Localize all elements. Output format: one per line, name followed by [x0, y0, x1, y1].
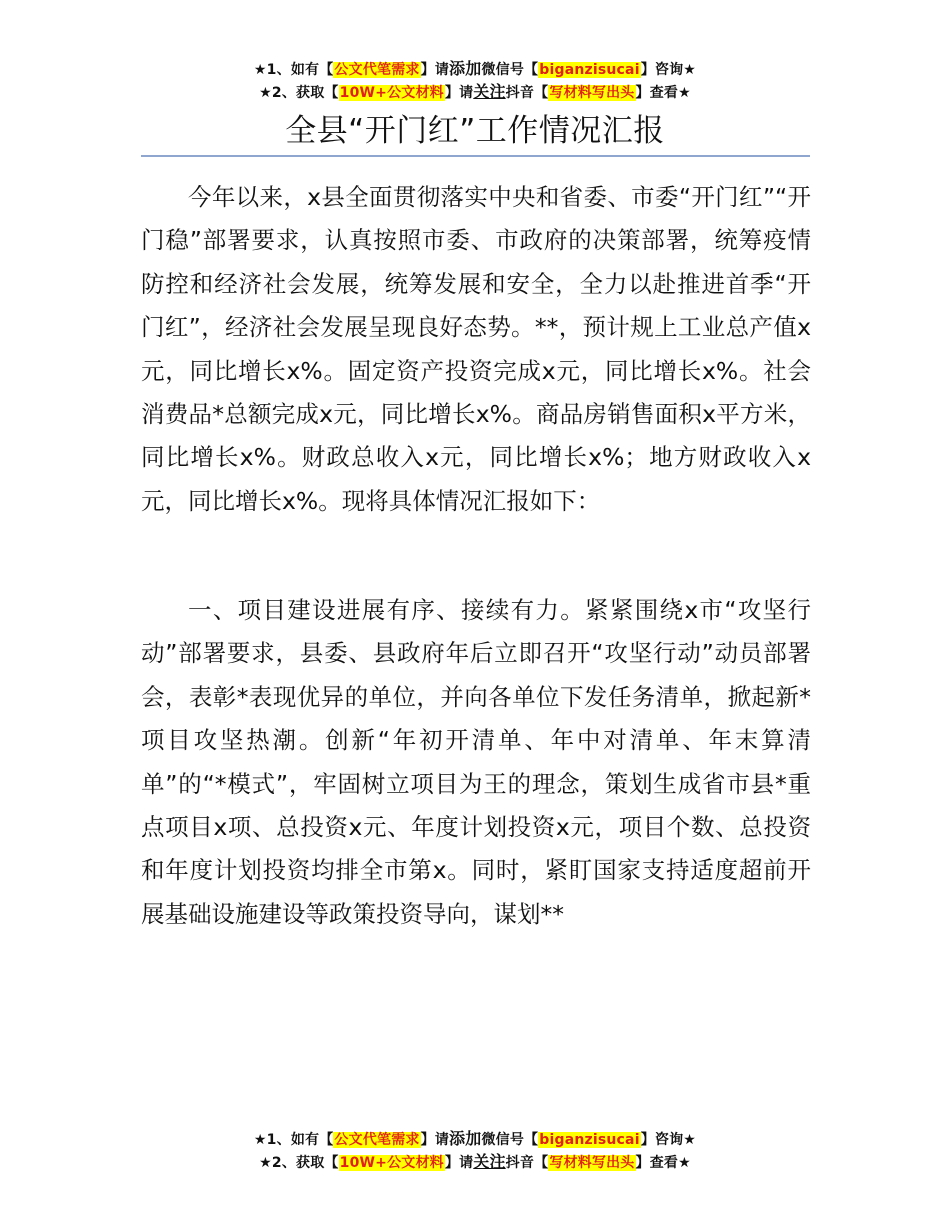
banner-text: 】查看★	[635, 1155, 691, 1171]
banner-text: 】请	[444, 85, 474, 101]
banner-highlight: biganzisucai	[539, 62, 640, 78]
banner-text: 】咨询★	[640, 1132, 697, 1148]
document-title: 全县“开门红”工作情况汇报	[285, 113, 665, 149]
banner-highlight: biganzisucai	[539, 1132, 640, 1148]
banner-text: 微信号【	[481, 62, 539, 78]
banner-highlight: 10W+公文材料	[339, 85, 444, 101]
banner-emphasis: 关注	[473, 82, 506, 101]
banner-highlight: 10W+公文材料	[339, 1155, 444, 1171]
header-banner	[0, 58, 950, 104]
banner-text: 抖音【	[505, 85, 549, 101]
banner-text: 】请	[444, 1155, 474, 1171]
banner-text: ★2、获取【	[259, 85, 339, 101]
banner-line-1	[0, 58, 950, 81]
footer-banner	[0, 1128, 950, 1174]
banner-highlight: 写材料写出头	[549, 1155, 635, 1171]
banner-highlight: 公文代笔需求	[334, 62, 420, 78]
banner-text: 】请	[420, 62, 450, 78]
banner-highlight: 公文代笔需求	[334, 1132, 420, 1148]
banner-emphasis: 关注	[473, 1152, 506, 1171]
banner-text: 】请	[420, 1132, 450, 1148]
banner-line-2	[0, 81, 950, 104]
banner-text: 微信号【	[481, 1132, 539, 1148]
banner-emphasis: 添加	[449, 59, 482, 78]
banner-line-1	[0, 1128, 950, 1151]
banner-text: ★2、获取【	[259, 1155, 339, 1171]
banner-highlight: 写材料写出头	[549, 85, 635, 101]
body-paragraph: 今年以来，x县全面贯彻落实中央和省委、市委“开门红”“开门稳”部署要求，认真按照市委、市政府的决策部署，统筹疫情防控和经济社会发展，统筹发展和安全，全力以赴推进首季“开门红”，经济社会发展呈现良好态势。**，预计规上工业总产值x元，同比增长x%。固定资产投资完成x元，同比增长x%。社会消费品*总额完成x元，同比增长x%。商品房销售面积x平方米，同比增长x%。财政总收入x元，同比增长x%；地方财政收入x元，同比增长x%。现将具体情况汇报如下：	[141, 183, 811, 515]
banner-text: ★1、如有【	[253, 1132, 334, 1148]
banner-text: ★1、如有【	[253, 62, 334, 78]
banner-line-2	[0, 1151, 950, 1174]
banner-text: 】咨询★	[640, 62, 697, 78]
banner-emphasis: 添加	[449, 1129, 482, 1148]
banner-text: 抖音【	[505, 1155, 549, 1171]
title-divider	[141, 155, 810, 157]
body-paragraph: 一、项目建设进展有序、接续有力。紧紧围绕x市“攻坚行动”部署要求，县委、县政府年后立即召开“攻坚行动”动员部署会，表彰*表现优异的单位，并向各单位下发任务清单，掀起新*项目攻坚热潮。创新“年初开清单、年中对清单、年末算清单”的“*模式”，牢固树立项目为王的理念，策划生成省市县*重点项目x项、总投资x元、年度计划投资x元，项目个数、总投资和年度计划投资均排全市第x。同时，紧盯国家支持适度超前开展基础设施建设等政策投资导向，谋划**	[141, 596, 811, 928]
banner-text: 】查看★	[635, 85, 691, 101]
